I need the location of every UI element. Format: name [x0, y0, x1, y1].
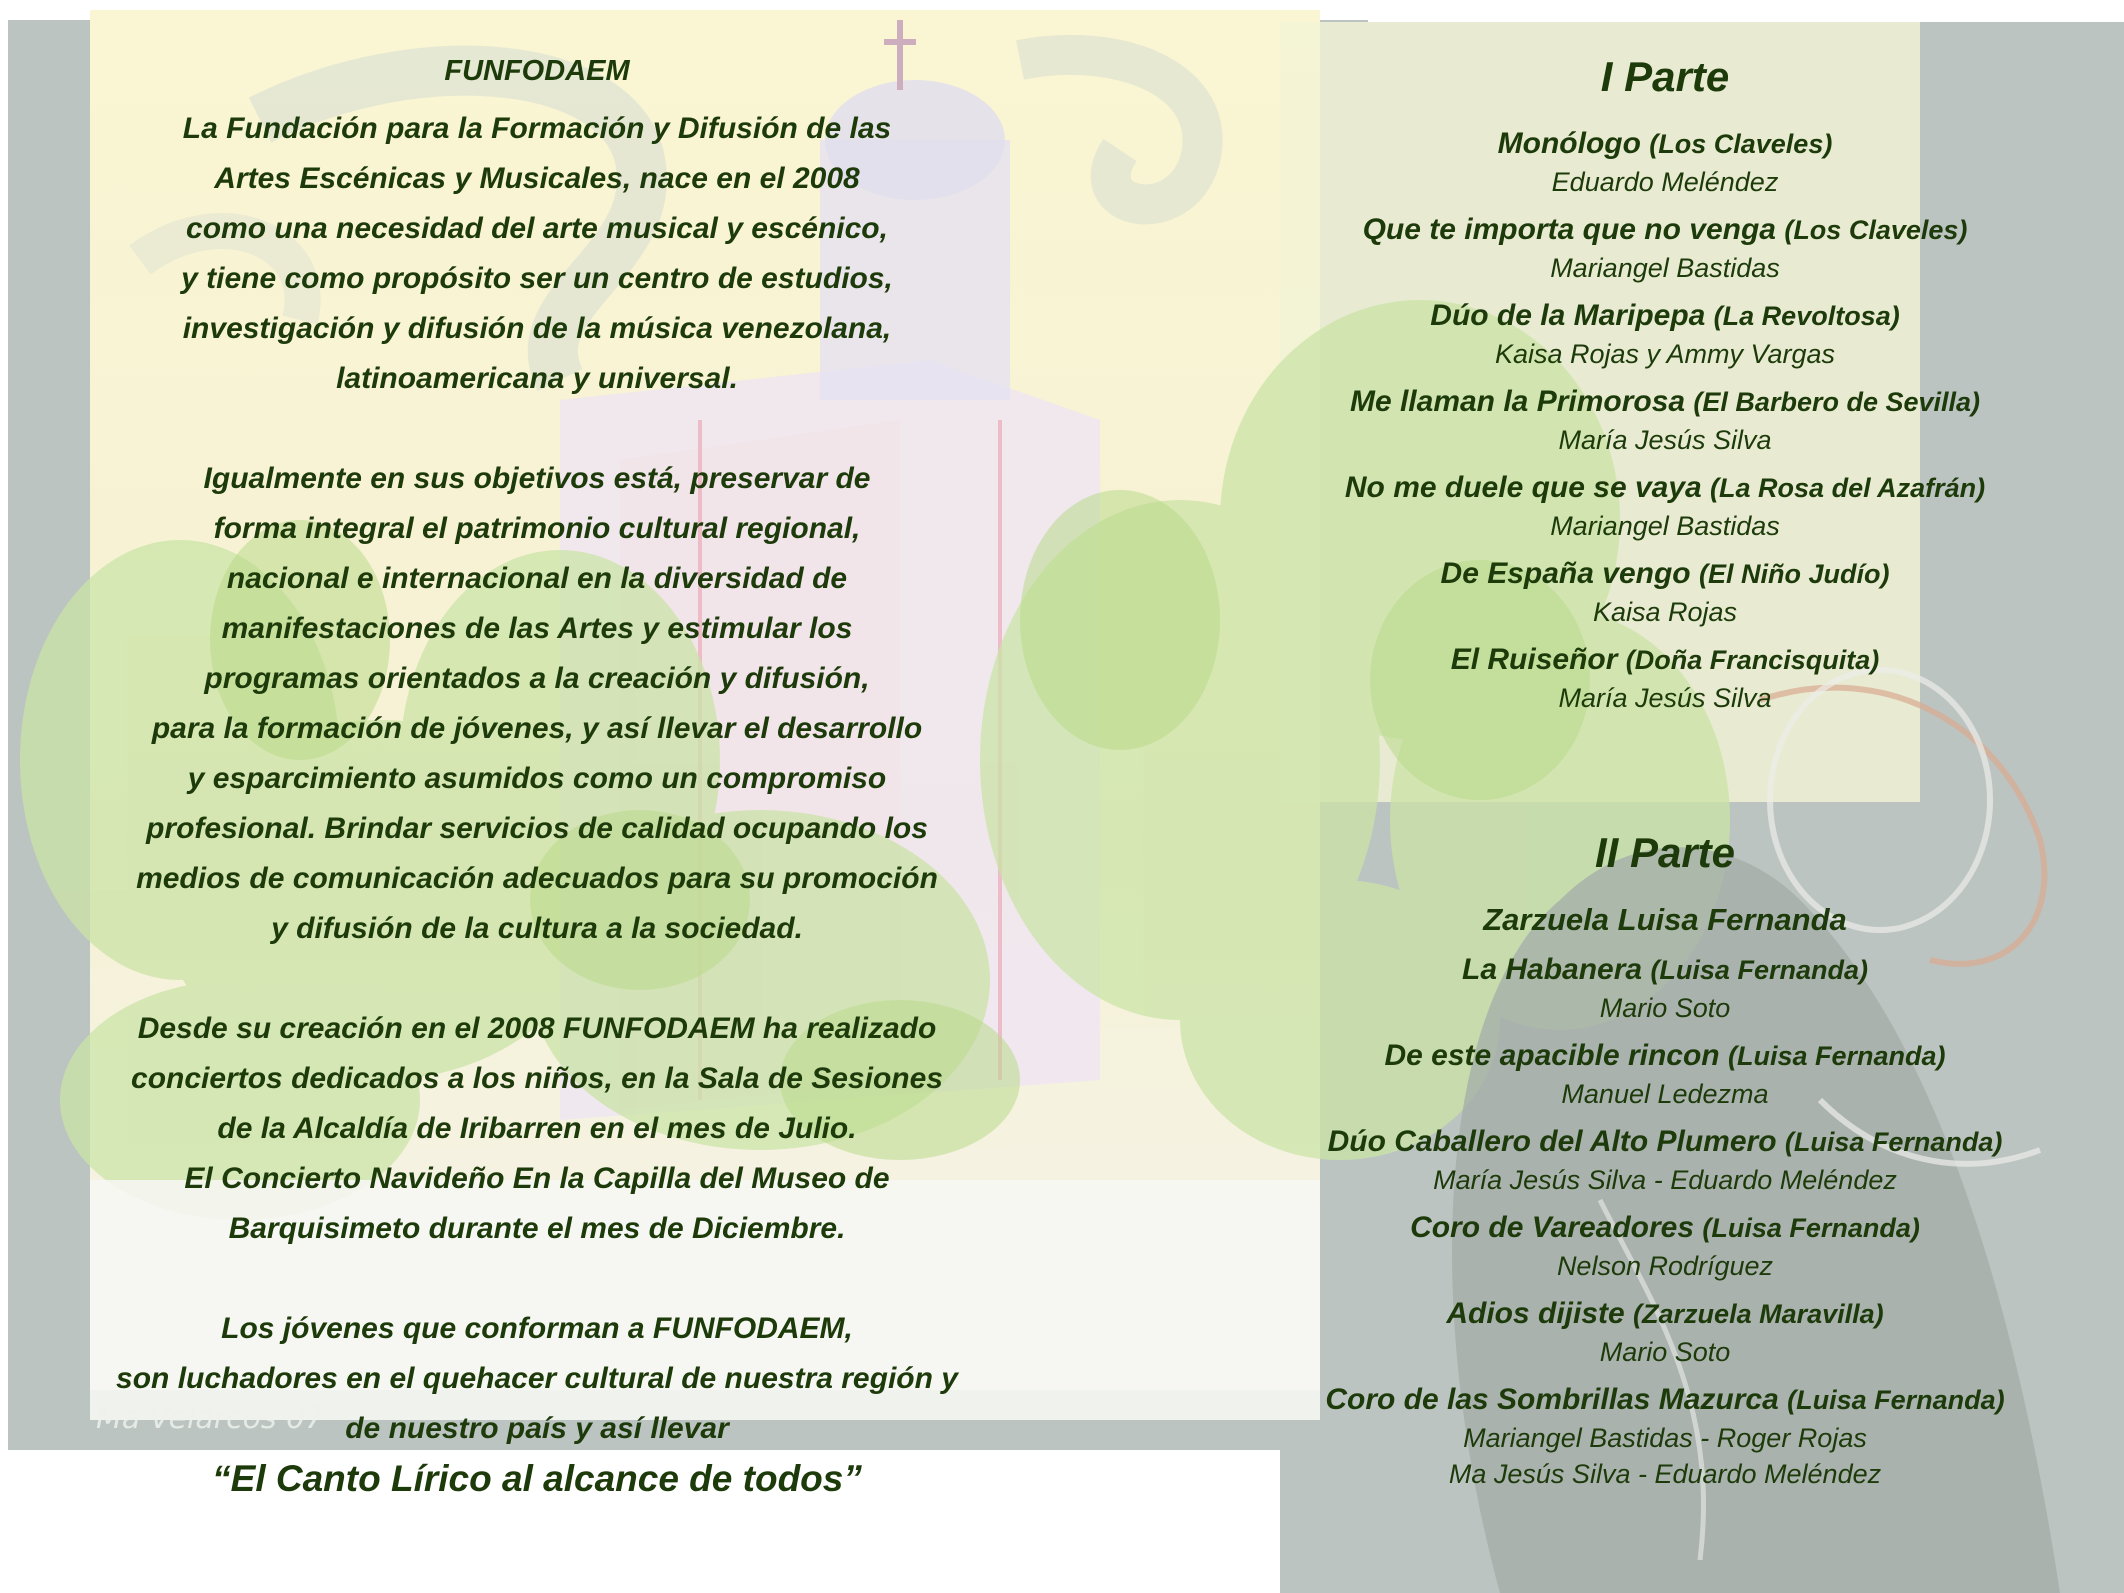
program-item: [1250, 640, 2080, 716]
program-item: [1250, 1122, 2080, 1198]
song-line: [1250, 1380, 2080, 1420]
song-title: Dúo Caballero del Alto Plumero: [1327, 1125, 1785, 1158]
work-title: (Los Claveles): [1649, 129, 1833, 159]
part-2-title: II Parte: [1594, 829, 1736, 876]
program-item: [1250, 554, 2080, 630]
program-item: [1250, 1036, 2080, 1112]
paragraph-2: [50, 454, 1024, 954]
text-line: Igualmente en sus objetivos está, preservar de: [203, 462, 871, 495]
song-title: Monólogo: [1497, 127, 1650, 160]
song-title: No me duele que se vaya: [1344, 471, 1711, 504]
program-item: [1250, 468, 2080, 544]
work-title: (El Barbero de Sevilla): [1693, 387, 1981, 417]
work-title: (La Revoltosa): [1713, 301, 1900, 331]
text-line: El Concierto Navideño En la Capilla del Museo de: [184, 1162, 890, 1195]
song-title: Me llaman la Primorosa: [1349, 385, 1694, 418]
song-line: [1250, 1208, 2080, 1248]
work-title: (Doña Francisquita): [1625, 645, 1880, 675]
song-title: Coro de Vareadores: [1410, 1211, 1703, 1244]
paragraph-3: [50, 1004, 1024, 1254]
work-title: (Luisa Fernanda): [1787, 1385, 2005, 1415]
text-line: Desde su creación en el 2008 FUNFODAEM ha realizado: [137, 1012, 937, 1045]
text-line: Los jóvenes que conforman a FUNFODAEM,: [221, 1312, 853, 1345]
text-line: manifestaciones de las Artes y estimular los: [221, 612, 853, 645]
paragraph-1: [50, 104, 1024, 404]
program-item: [1250, 1294, 2080, 1370]
work-title: (La Rosa del Azafrán): [1710, 473, 1986, 503]
program-item: [1250, 382, 2080, 458]
performers: Kaisa Rojas y Ammy Vargas: [1494, 339, 1836, 369]
text-line: de nuestro país y así llevar: [345, 1412, 729, 1445]
song-title: De este apacible rincon: [1384, 1039, 1728, 1072]
paragraph-4: [50, 1304, 1024, 1454]
program-item: [1250, 1380, 2080, 1492]
concert-program: [1250, 48, 2080, 1502]
program-item: [1250, 1208, 2080, 1284]
performers: Kaisa Rojas: [1592, 597, 1738, 627]
text-line: son luchadores en el quehacer cultural de nuestra región y: [116, 1362, 958, 1395]
song-line: [1250, 1036, 2080, 1076]
text-line: para la formación de jóvenes, y así llevar el desarrollo: [151, 712, 923, 745]
song-title: Adios dijiste: [1446, 1297, 1634, 1330]
performers: Mario Soto: [1599, 993, 1731, 1023]
text-line: investigación y difusión de la música venezolana,: [182, 312, 892, 345]
text-line: latinoamericana y universal.: [336, 362, 738, 395]
performers: María Jesús Silva: [1558, 425, 1772, 455]
song-line: [1250, 124, 2080, 164]
work-title: (Zarzuela Maravilla): [1633, 1299, 1884, 1329]
song-line: [1250, 554, 2080, 594]
song-line: [1250, 468, 2080, 508]
song-title: De España vengo: [1440, 557, 1699, 590]
program-item: [1250, 124, 2080, 200]
text-line: programas orientados a la creación y difusión,: [204, 662, 870, 695]
part-1-title: I Parte: [1600, 53, 1730, 100]
performers: María Jesús Silva - Eduardo Meléndez: [1433, 1165, 1897, 1195]
motto: “El Canto Lírico al alcance de todos”: [212, 1458, 862, 1499]
work-title: (Luisa Fernanda): [1784, 1127, 2003, 1157]
song-title: Dúo de la Maripepa: [1430, 299, 1714, 332]
text-line: profesional. Brindar servicios de calidad ocupando los: [146, 812, 928, 845]
text-line: de la Alcaldía de Iribarren en el mes de Julio.: [217, 1112, 857, 1145]
performers: Mariangel Bastidas: [1550, 253, 1780, 283]
text-line: nacional e internacional en la diversidad de: [226, 562, 848, 595]
text-line: y esparcimiento asumidos como un compromiso: [187, 762, 887, 795]
artist-signature: Ma Velarcos 07: [96, 1401, 325, 1436]
spacer: [50, 1254, 1024, 1304]
text-line: Artes Escénicas y Musicales, nace en el 2008: [214, 162, 860, 195]
song-line: [1250, 1294, 2080, 1334]
performers: María Jesús Silva: [1558, 683, 1772, 713]
text-line: La Fundación para la Formación y Difusión de las: [182, 112, 892, 145]
part-2-subtitle: Zarzuela Luisa Fernanda: [1483, 902, 1847, 937]
song-title: La Habanera: [1462, 953, 1651, 986]
song-line: [1250, 640, 2080, 680]
work-title: (Luisa Fernanda): [1702, 1213, 1920, 1243]
performers: Mariangel Bastidas: [1550, 511, 1780, 541]
text-line: forma integral el patrimonio cultural regional,: [213, 512, 861, 545]
song-title: Que te importa que no venga: [1362, 213, 1785, 246]
song-line: [1250, 950, 2080, 990]
program-item: [1250, 210, 2080, 286]
text-line: conciertos dedicados a los niños, en la Sala de Sesiones: [131, 1062, 943, 1095]
foundation-title: FUNFODAEM: [444, 55, 630, 87]
text-line: medios de comunicación adecuados para su promoción: [136, 862, 938, 895]
work-title: (El Niño Judío): [1698, 559, 1890, 589]
foundation-description: [50, 46, 1024, 1504]
work-title: (Los Claveles): [1784, 215, 1968, 245]
text-line: y tiene como propósito ser un centro de estudios,: [181, 262, 893, 295]
spacer: [50, 954, 1024, 1004]
program-item: [1250, 296, 2080, 372]
performers: Eduardo Meléndez: [1551, 167, 1779, 197]
performers: Manuel Ledezma: [1561, 1079, 1769, 1109]
performers: Mario Soto: [1599, 1337, 1731, 1367]
performers: Ma Jesús Silva - Eduardo Meléndez: [1448, 1459, 1882, 1489]
work-title: (Luisa Fernanda): [1650, 955, 1868, 985]
text-line: como una necesidad del arte musical y escénico,: [186, 212, 888, 245]
song-title: El Ruiseñor: [1450, 643, 1626, 676]
song-line: [1250, 296, 2080, 336]
text-line: Barquisimeto durante el mes de Diciembre.: [228, 1212, 846, 1245]
song-title: Coro de las Sombrillas Mazurca: [1325, 1383, 1788, 1416]
program-item: [1250, 950, 2080, 1026]
song-line: [1250, 382, 2080, 422]
song-line: [1250, 1122, 2080, 1162]
spacer: [50, 404, 1024, 454]
performers: Mariangel Bastidas - Roger Rojas: [1463, 1423, 1867, 1453]
song-line: [1250, 210, 2080, 250]
performers: Nelson Rodríguez: [1556, 1251, 1774, 1281]
work-title: (Luisa Fernanda): [1727, 1041, 1946, 1071]
text-line: y difusión de la cultura a la sociedad.: [271, 912, 803, 945]
